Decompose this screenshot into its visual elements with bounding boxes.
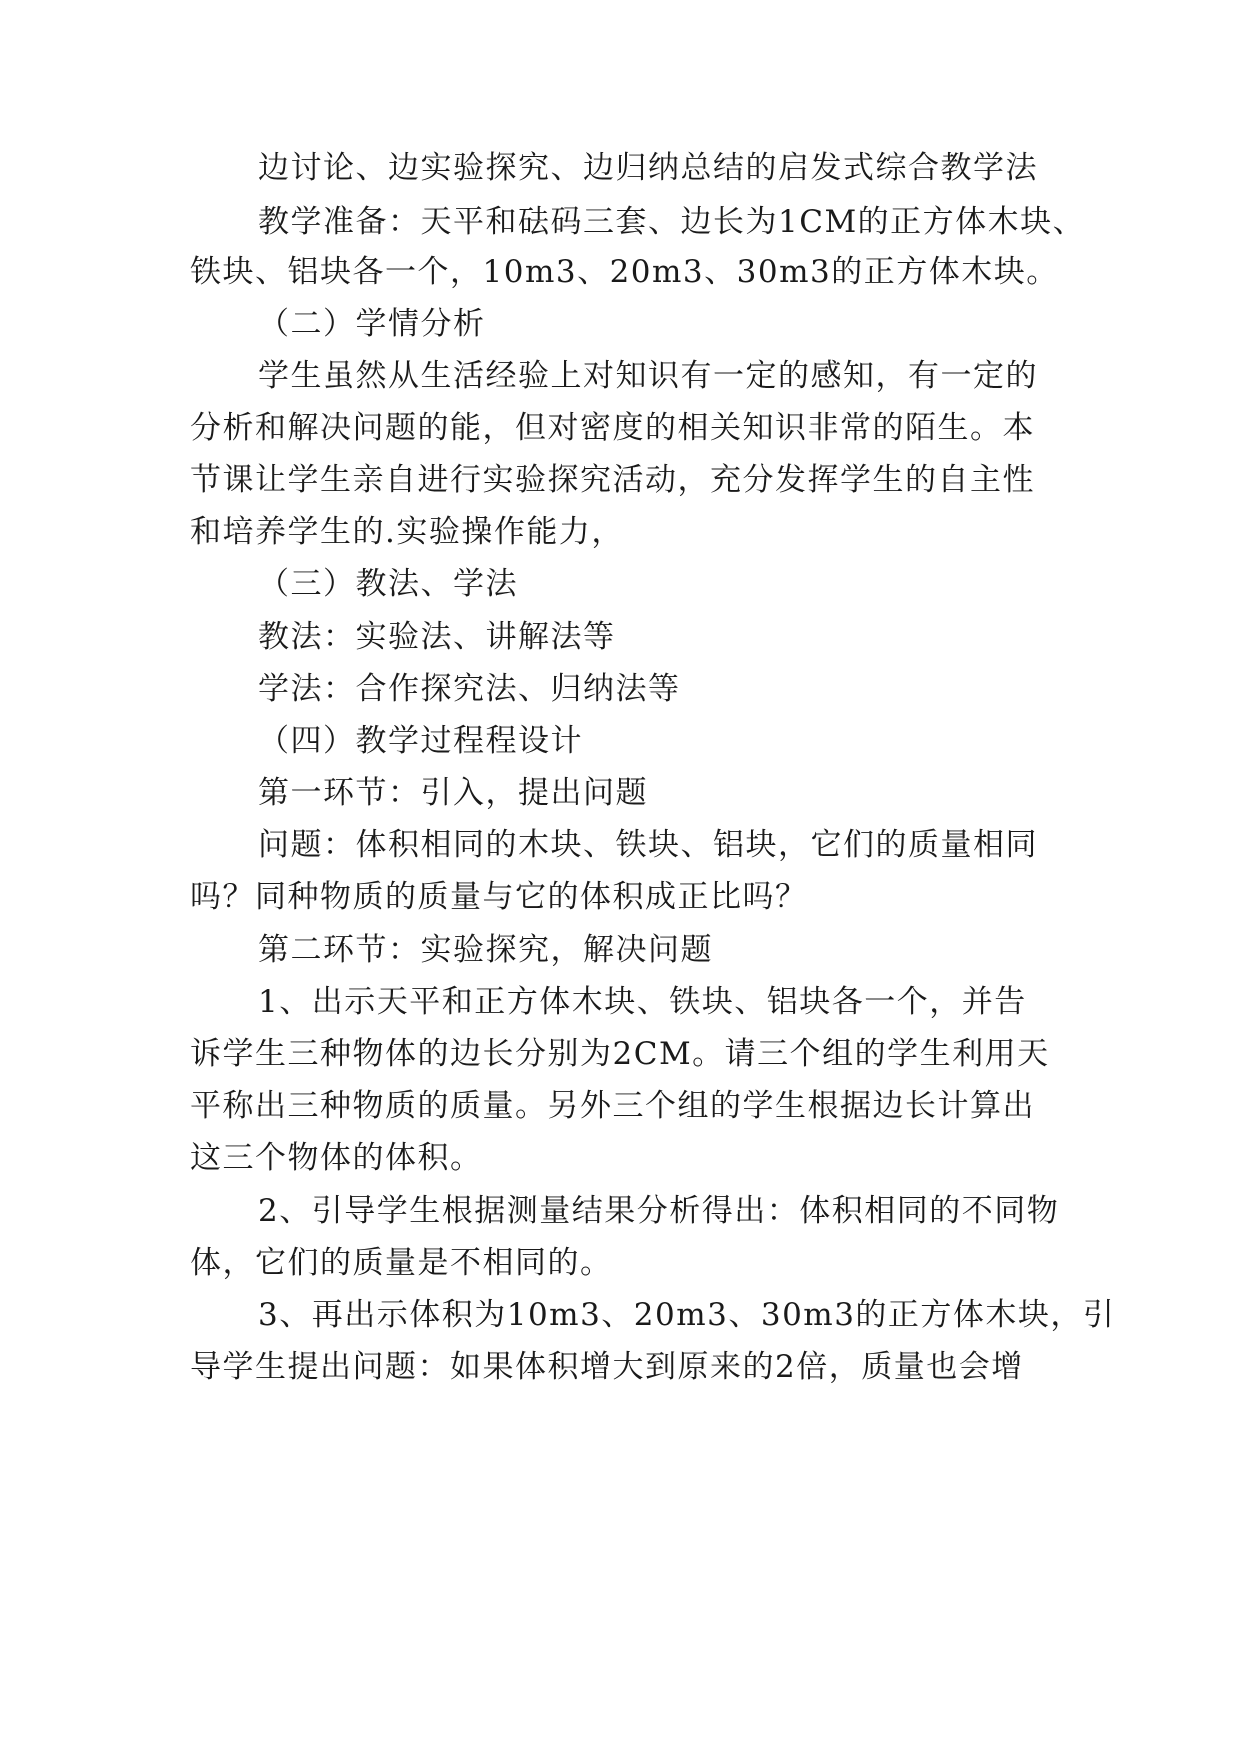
paragraph-line: 节课让学生亲自进行实验探究活动，充分发挥学生的自主性 — [190, 462, 1035, 498]
paragraph-line: 导学生提出问题：如果体积增大到原来的2倍，质量也会增 — [190, 1349, 1024, 1385]
paragraph-line: 边讨论、边实验探究、边归纳总结的启发式综合教学法 — [258, 150, 1038, 186]
paragraph-line: 学生虽然从生活经验上对知识有一定的感知，有一定的 — [258, 358, 1038, 394]
paragraph-line: 这三个物体的体积。 — [190, 1140, 483, 1176]
paragraph-line: 学法：合作探究法、归纳法等 — [258, 671, 681, 707]
paragraph-line: 第一环节：引入，提出问题 — [258, 775, 648, 811]
paragraph-line: 诉学生三种物体的边长分别为2CM。请三个组的学生利用天 — [190, 1036, 1050, 1072]
paragraph-line: 体，它们的质量是不相同的。 — [190, 1245, 613, 1281]
paragraph-line: 2、引导学生根据测量结果分析得出：体积相同的不同物 — [258, 1193, 1060, 1229]
paragraph-line: 和培养学生的.实验操作能力， — [190, 514, 624, 550]
section-heading: （二）学情分析 — [258, 306, 486, 342]
paragraph-line: 教法：实验法、讲解法等 — [258, 619, 616, 655]
paragraph-line: 第二环节：实验探究，解决问题 — [258, 932, 713, 968]
paragraph-line: 1、出示天平和正方体木块、铁块、铝块各一个，并告 — [258, 984, 1027, 1020]
section-heading: （三）教法、学法 — [258, 566, 518, 602]
paragraph-line: 铁块、铝块各一个，10m3、20m3、30m3的正方体木块。 — [190, 254, 1059, 290]
paragraph-line: 问题：体积相同的木块、铁块、铝块，它们的质量相同 — [258, 827, 1038, 863]
paragraph-line: 3、再出示体积为10m3、20m3、30m3的正方体木块，引 — [258, 1297, 1116, 1333]
section-heading: （四）教学过程程设计 — [258, 723, 583, 759]
paragraph-line: 平称出三种物质的质量。另外三个组的学生根据边长计算出 — [190, 1088, 1035, 1124]
paragraph-line: 教学准备：天平和砝码三套、边长为1CM的正方体木块、 — [258, 204, 1086, 240]
paragraph-line: 吗？同种物质的质量与它的体积成正比吗？ — [190, 879, 808, 915]
paragraph-line: 分析和解决问题的能，但对密度的相关知识非常的陌生。本 — [190, 410, 1035, 446]
